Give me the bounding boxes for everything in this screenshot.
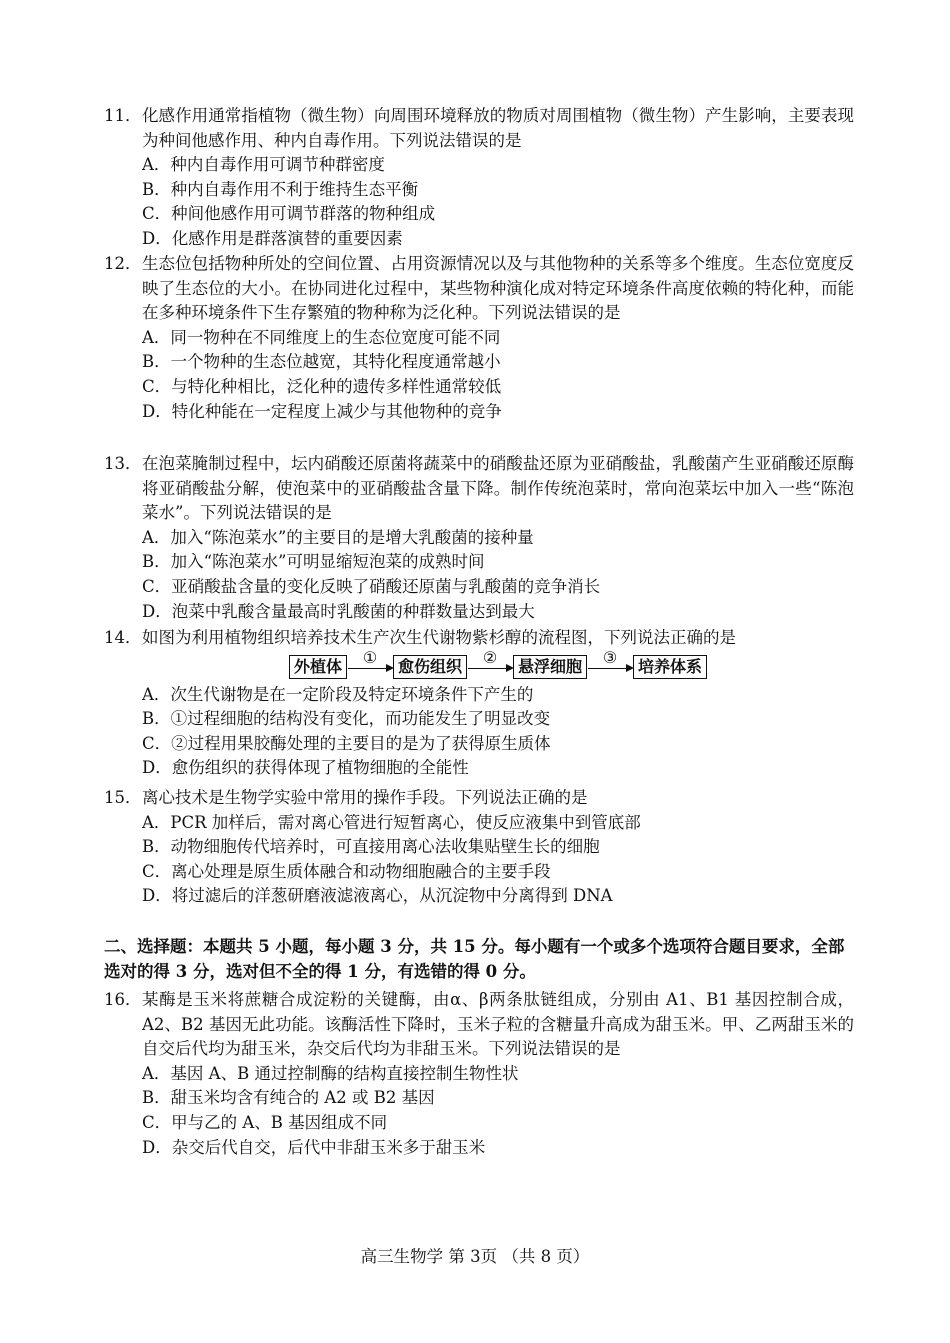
option-d: D．愈伤组织的获得体现了植物细胞的全能性 — [142, 758, 469, 778]
option-b: B．一个物种的生态位越宽，其特化程度通常越小 — [142, 352, 501, 372]
question-stem: 在泡菜腌制过程中，坛内硝酸还原菌将蔬菜中的硝酸盐还原为亚硝酸盐，乳酸菌产生亚硝酸还原酶将亚硝酸盐分解，使泡菜中的亚硝酸盐含量下降。制作传统泡菜时，常向泡菜坛中加入一些“陈泡菜水”。下列说法错误的是 — [142, 454, 854, 523]
option-a: A．加入“陈泡菜水”的主要目的是增大乳酸菌的接种量 — [142, 527, 534, 547]
option-d: D．化感作用是群落演替的重要因素 — [142, 228, 403, 248]
flow-diagram — [104, 648, 854, 681]
option-a: A．次生代谢物是在一定阶段及特定环境条件下产生的 — [142, 684, 534, 704]
option-a: A．种内自毒作用可调节种群密度 — [142, 155, 385, 175]
flow-step-2: ② — [482, 648, 498, 668]
question-number: 13． — [104, 454, 142, 473]
flow-arrow-2 — [467, 648, 513, 669]
question-stem: 如图为利用植物组织培养技术生产次生代谢物紫杉醇的流程图，下列说法正确的是 — [142, 628, 736, 647]
question-14 — [104, 626, 854, 781]
option-b: B．加入“陈泡菜水”可明显缩短泡菜的成熟时间 — [142, 552, 485, 572]
question-16 — [104, 988, 854, 1160]
option-a: A．基因 A、B 通过控制酶的结构直接控制生物性状 — [142, 1063, 519, 1083]
option-c: C．种间他感作用可调节群落的物种组成 — [142, 204, 436, 224]
option-d: D．泡菜中乳酸含量最高时乳酸菌的种群数量达到最大 — [142, 601, 535, 621]
question-number: 16． — [104, 990, 142, 1009]
option-a: A．同一物种在不同维度上的生态位宽度可能不同 — [142, 327, 501, 347]
flow-step-1: ① — [362, 648, 378, 668]
question-stem: 生态位包括物种所处的空间位置、占用资源情况以及与其他物种的关系等多个维度。生态位宽度反映了生态位的大小。在协同进化过程中，某些物种演化成对特定环境条件高度依赖的特化种，而能在多种环境条件下生存繁殖的物种称为泛化种。下列说法错误的是 — [142, 254, 854, 323]
option-c: C．甲与乙的 A、B 基因组成不同 — [142, 1112, 388, 1132]
option-c: C．②过程用果胶酶处理的主要目的是为了获得原生质体 — [142, 733, 551, 753]
option-b: B．动物细胞传代培养时，可直接用离心法收集贴壁生长的细胞 — [142, 837, 600, 857]
flow-arrow-1 — [347, 648, 393, 669]
arrow-icon — [348, 668, 392, 669]
option-c: C．离心处理是原生质体融合和动物细胞融合的主要手段 — [142, 861, 551, 881]
flow-box-culture-system: 培养体系 — [633, 655, 707, 679]
question-number: 12． — [104, 254, 142, 273]
option-b: B．种内自毒作用不利于维持生态平衡 — [142, 179, 419, 199]
question-15 — [104, 786, 854, 909]
option-c: C．亚硝酸盐含量的变化反映了硝酸还原菌与乳酸菌的竞争消长 — [142, 576, 601, 596]
question-number: 14． — [104, 628, 142, 647]
question-stem: 离心技术是生物学实验中常用的操作手段。下列说法正确的是 — [142, 788, 588, 807]
option-c: C．与特化种相比，泛化种的遗传多样性通常较低 — [142, 376, 502, 396]
flow-box-callus: 愈伤组织 — [393, 655, 467, 679]
arrow-icon — [588, 668, 632, 669]
question-stem: 化感作用通常指植物（微生物）向周围环境释放的物质对周围植物（微生物）产生影响，主要表现为种间他感作用、种内自毒作用。下列说法错误的是 — [142, 106, 854, 150]
flow-box-explant: 外植体 — [289, 655, 347, 679]
question-number: 15． — [104, 788, 142, 807]
page-footer: 高三生物学 第 3页 （共 8 页） — [360, 1247, 590, 1266]
option-d: D．杂交后代自交，后代中非甜玉米多于甜玉米 — [142, 1137, 486, 1157]
question-stem: 某酶是玉米将蔗糖合成淀粉的关键酶，由α、β两条肽链组成，分别由 A1、B1 基因控制合成，A2、B2 基因无此功能。该酶活性下降时，玉米子粒的含糖量升高成为甜玉米。甲、乙两甜玉米的自交后代均为甜玉米，杂交后代均为非甜玉米。下列说法错误的是 — [142, 990, 854, 1059]
option-d: D．特化种能在一定程度上减少与其他物种的竞争 — [142, 401, 502, 421]
option-d: D．将过滤后的洋葱研磨液滤液离心，从沉淀物中分离得到 DNA — [142, 886, 613, 906]
flow-box-suspension-cells: 悬浮细胞 — [513, 655, 587, 679]
option-a: A．PCR 加样后，需对离心管进行短暂离心，使反应液集中到管底部 — [142, 812, 641, 832]
flow-step-3: ③ — [602, 648, 618, 668]
section-heading: 二、选择题：本题共 5 小题，每小题 3 分，共 15 分。每小题有一个或多个选项符合题目要求，全部选对的得 3 分，选对但不全的得 1 分，有选错的得 0 分。 — [104, 937, 845, 981]
question-13 — [104, 452, 854, 624]
question-number: 11． — [104, 106, 142, 125]
option-b: B．甜玉米均含有纯合的 A2 或 B2 基因 — [142, 1088, 435, 1108]
flow-arrow-3 — [587, 648, 633, 669]
question-11 — [104, 104, 854, 252]
option-b: B．①过程细胞的结构没有变化，而功能发生了明显改变 — [142, 709, 551, 729]
arrow-icon — [468, 668, 512, 669]
question-12 — [104, 252, 854, 424]
